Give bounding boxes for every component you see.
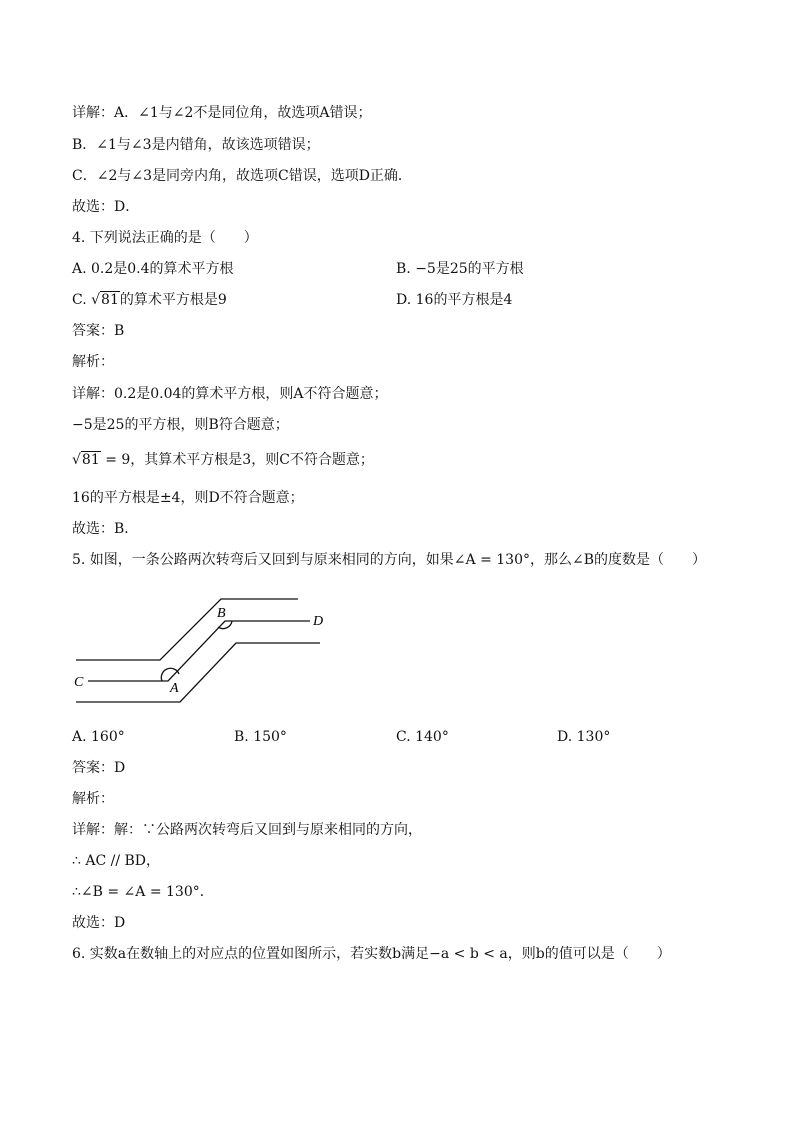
q4-detail-1: 详解：0.2是0.04的算术平方根，则A不符合题意； [72, 386, 388, 402]
q5-option-d: D. 130° [557, 729, 611, 745]
q5-option-a: A. 160° [72, 729, 125, 745]
q6-stem: 6. 实数a在数轴上的对应点的位置如图所示，若实数b满足−a < b < a，则b的值可以是（ ） [72, 946, 671, 962]
label-b: B [217, 606, 226, 621]
road-top-edge [76, 599, 298, 660]
q3-detail-a: 详解：A．∠1与∠2不是同位角，故选项A错误； [72, 105, 372, 121]
q4-option-a: A. 0.2是0.4的算术平方根 [72, 261, 234, 277]
q5-conclusion: 故选：D [72, 915, 126, 931]
label-a: A [170, 681, 179, 696]
q4-option-c-suffix: 的算术平方根是9 [119, 292, 227, 308]
q5-stem: 5. 如图，一条公路两次转弯后又回到与原来相同的方向，如果∠A = 130°，那么∠B的度数是（ ） [72, 552, 707, 568]
q5-detail-1: 详解：解：∵公路两次转弯后又回到与原来相同的方向， [72, 822, 422, 838]
road-bottom-edge [76, 643, 320, 702]
q4-option-c [72, 291, 227, 309]
sqrt-symbol: √81 [72, 452, 100, 468]
q5-option-c: C. 140° [396, 729, 449, 745]
q4-analysis: 解析： [72, 354, 114, 370]
q3-detail-c: C．∠2与∠3是同旁内角，故选项C错误，选项D正确． [72, 168, 412, 184]
q5-option-b: B. 150° [234, 729, 287, 745]
q4-detail-2: −5是25的平方根，则B符合题意； [72, 417, 289, 433]
q5-detail-2: ∴ AC // BD， [72, 853, 161, 869]
q3-conclusion: 故选：D． [72, 199, 140, 215]
road-figure [60, 590, 340, 710]
q4-conclusion: 故选：B． [72, 521, 139, 537]
q4-detail-3 [72, 451, 374, 469]
label-d: D [313, 614, 324, 629]
angle-b-arc [218, 621, 232, 629]
line-ca-bd [88, 621, 310, 681]
q4-detail-3-rest: ，其算术平方根是3，则C不符合题意； [130, 452, 374, 468]
q4-detail-3-radicand: 81 [81, 452, 100, 468]
q3-detail-b: B．∠1与∠3是内错角，故该选项错误； [72, 137, 320, 153]
q4-detail-3-eq: = 9 [100, 452, 131, 468]
q4-stem: 4. 下列说法正确的是（ ） [72, 230, 258, 246]
q4-option-c-prefix: C. [72, 292, 92, 308]
q4-option-c-radicand: 81 [101, 292, 119, 308]
sqrt-symbol: √81 [91, 292, 119, 308]
q4-detail-4: 16的平方根是±4，则D不符合题意； [72, 490, 304, 506]
q5-answer: 答案：D [72, 760, 126, 776]
label-c: C [74, 675, 84, 690]
q5-analysis: 解析： [72, 791, 114, 807]
q5-detail-3: ∴∠B = ∠A = 130°． [72, 884, 214, 900]
q4-answer: 答案：B [72, 323, 125, 339]
q4-option-b: B. −5是25的平方根 [396, 261, 524, 277]
q4-option-d: D. 16的平方根是4 [396, 292, 513, 308]
